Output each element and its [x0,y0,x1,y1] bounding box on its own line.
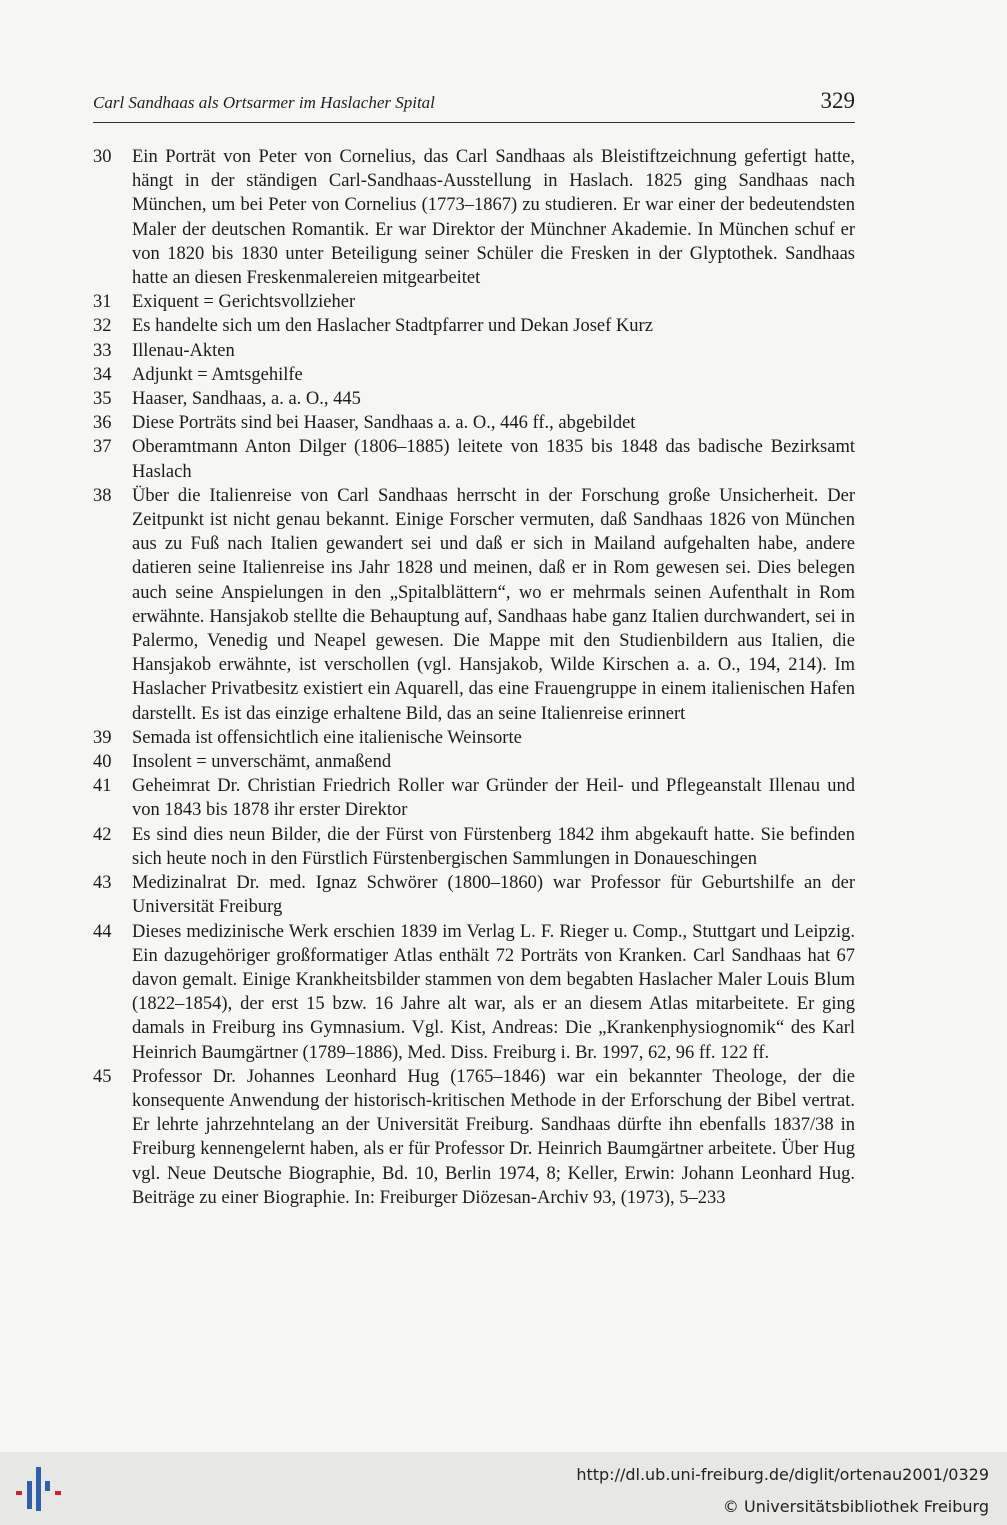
footnote-text: Über die Italienreise von Carl Sandhaas herrscht in der Forschung große Unsicherheit. Der Zeitpunkt ist nicht genau bekannt. Einige Forscher vermuten, daß Sandhaas 1826 von München aus zu Fuß nach Italien gewandert sei und daß er sich in Mailand aufgehalten habe, andere datieren seine Italienreise ins Jahr 1828 und meinen, daß er in Rom gewesen sei. Dies belegen auch seine Anspielungen in den „Spitalblättern“, wo er mehrmals seinen Aufenthalt in Rom erwähnte. Hansjakob stellte die Behauptung auf, Sandhaas habe ganz Italien durchwandert, sei in Palermo, Venedig und Neapel gewesen. Die Mappe mit den Studienbildern aus Italien, die Hansjakob erwähnte, ist verschollen (vgl. Hansjakob, Wilde Kirschen a. a. O., 194, 214). Im Haslacher Privatbesitz existiert ein Aquarell, das eine Frauengruppe in einem italienischen Hafen darstellt. Es ist das einzige erhaltene Bild, das an seine Italienreise erinnert [132,485,855,724]
footnote-text: Adjunkt = Amtsgehilfe [132,364,303,385]
footnote-text: Illenau-Akten [132,340,235,361]
footnote-number: 41 [93,776,112,797]
footnote [93,387,855,411]
footnote-text: Medizinalrat Dr. med. Ignaz Schwörer (1800–1860) war Professor für Geburtshilfe an der Universität Freiburg [132,873,855,918]
footnote-text: Oberamtmann Anton Dilger (1806–1885) leitete von 1835 bis 1848 das badische Bezirksamt Haslach [132,437,855,482]
footnote-number: 40 [93,752,112,773]
footnote-number: 39 [93,727,112,748]
footnote-number: 45 [93,1066,112,1087]
footnote [93,774,855,822]
footnote-text: Es handelte sich um den Haslacher Stadtpfarrer und Dekan Josef Kurz [132,316,653,337]
footnote [93,314,855,338]
footnote-text: Geheimrat Dr. Christian Friedrich Roller war Gründer der Heil- und Pflegeanstalt Illenau und von 1843 bis 1878 ihr erster Direktor [132,776,855,821]
footnote-text: Diese Porträts sind bei Haaser, Sandhaas a. a. O., 446 ff., abgebildet [132,413,636,434]
endnotes-list [93,145,855,1210]
footnote [93,920,855,1065]
footnote [93,435,855,483]
footnote [93,145,855,290]
running-header-title: Carl Sandhaas als Ortsarmer im Haslacher Spital [93,93,435,112]
footnote-text: Exiquent = Gerichtsvollzieher [132,292,356,313]
footnote-number: 34 [93,364,112,385]
page-number: 329 [820,88,855,113]
footnote-number: 42 [93,824,112,845]
footnote [93,484,855,726]
footnote-text: Dieses medizinische Werk erschien 1839 im Verlag L. F. Rieger u. Comp., Stuttgart und Leipzig. Ein dazugehöriger großformatiger Atlas enthält 72 Porträts von Kranken. Carl Sandhaas hat 67 davon gemalt. Einige Krankheitsbilder stammen von dem begabten Haslacher Maler Louis Blum (1822–1854), der erst 15 bzw. 16 Jahre alt war, als er an diesem Atlas mitarbeitete. Er ging damals in Freiburg ins Gymnasium. Vgl. Kist, Andreas: Die „Krankenphysiognomik“ des Karl Heinrich Baumgärtner (1789–1886), Med. Diss. Freiburg i. Br. 1997, 62, 96 ff. 122 ff. [132,921,855,1063]
footnote-text: Semada ist offensichtlich eine italienische Weinsorte [132,727,522,748]
footnote-number: 31 [93,292,112,313]
footnote [93,726,855,750]
ub-freiburg-logo-icon[interactable] [14,1464,64,1514]
footnote-text: Ein Porträt von Peter von Cornelius, das Carl Sandhaas als Bleistiftzeichnung gefertigt hatte, hängt in der ständigen Carl-Sandhaas-Ausstellung in Haslach. 1825 ging Sandhaas nach München, um bei Peter von Cornelius (1773–1867) zu studieren. Er war einer der bedeutendsten Maler der deutschen Romantik. Er war Direktor der Münchner Akademie. In München schuf er von 1820 bis 1830 unter Beteiligung seiner Schüler die Fresken in der Glyptothek. Sandhaas hatte an diesen Freskenmalereien mitgearbeitet [132,147,855,289]
permalink-url[interactable]: http://dl.ub.uni-freiburg.de/diglit/ortenau2001/0329 [576,1465,989,1484]
footnote [93,339,855,363]
footnote-text: Insolent = unverschämt, anmaßend [132,752,392,773]
viewer-footer [0,1452,1007,1525]
running-header [93,88,855,123]
footnote [93,823,855,871]
footnote-number: 30 [93,147,112,167]
footnote [93,1065,855,1210]
footnote [93,871,855,919]
footnote [93,363,855,387]
footnote-text: Haaser, Sandhaas, a. a. O., 445 [132,389,361,410]
footnote-text: Es sind dies neun Bilder, die der Fürst von Fürstenberg 1842 ihm abgekauft hatte. Sie befinden sich heute noch in den Fürstlich Fürstenbergischen Sammlungen in Donaueschingen [132,824,855,869]
footnote-number: 36 [93,413,112,434]
footnote-number: 44 [93,921,112,942]
footnote-number: 33 [93,340,112,361]
footnote-number: 35 [93,389,112,410]
copyright-notice: © Universitätsbibliothek Freiburg [722,1497,989,1516]
footnote-number: 32 [93,316,112,337]
footnote-number: 43 [93,873,112,894]
footnote [93,290,855,314]
footnote-text: Professor Dr. Johannes Leonhard Hug (1765–1846) war ein bekannter Theologe, der die konsequente Anwendung der historisch-kritischen Methode in der Erforschung der Bibel vertrat. Er lehrte jahrzehntelang an der Universität Freiburg. Sandhaas dürfte ihn ebenfalls 1837/38 in Freiburg kennengelernt haben, als er für Professor Dr. Heinrich Baumgärtner arbeitete. Über Hug vgl. Neue Deutsche Biographie, Bd. 10, Berlin 1974, 8; Keller, Erwin: Johann Leonhard Hug. Beiträge zu einer Biographie. In: Freiburger Diözesan-Archiv 93, (1973), 5–233 [132,1066,855,1208]
footnote [93,411,855,435]
footnote-number: 38 [93,485,112,506]
footnote-number: 37 [93,437,112,458]
footnote [93,750,855,774]
